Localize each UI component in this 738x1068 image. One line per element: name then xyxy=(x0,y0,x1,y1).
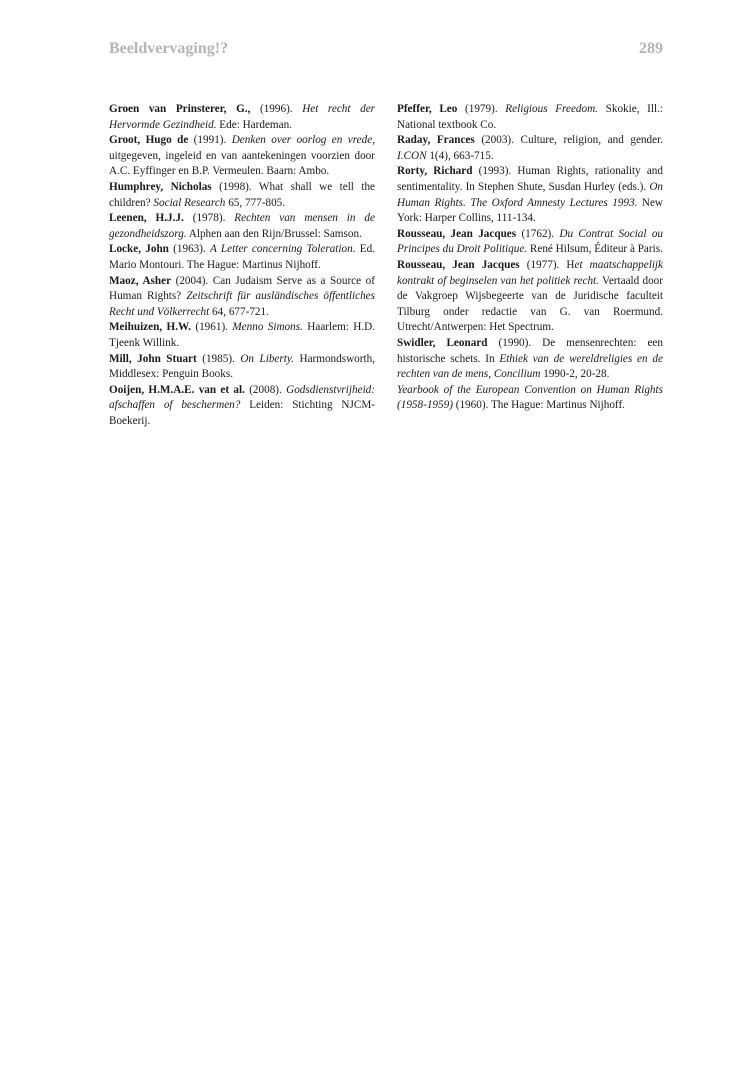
reference-entry xyxy=(397,164,663,226)
reference-details: Leiden: Stichting NJCM-Boekerij. xyxy=(109,399,375,427)
reference-details: René Hilsum, Éditeur à Paris. xyxy=(527,243,663,256)
reference-author: Rorty, Richard xyxy=(397,165,473,178)
reference-year: (1979). xyxy=(457,103,506,115)
reference-title: A Letter concerning Toleration. xyxy=(210,243,356,256)
reference-title: Social Research xyxy=(153,196,226,209)
reference-title: On Liberty. xyxy=(240,352,294,365)
reference-year: (2004). Can Judaism Serve as a Source of Human Rights? xyxy=(109,274,375,303)
reference-year: (1963). xyxy=(168,243,211,256)
reference-title: Rechten van mensen in de gezondheidszorg. xyxy=(109,212,375,240)
reference-author: Leenen, H.J.J. xyxy=(109,212,184,225)
reference-year: (2008). xyxy=(244,383,287,396)
reference-details: New York: Harper Collins, 111-134. xyxy=(397,196,663,225)
reference-title: On Human Rights. The Oxford Amnesty Lectures 1993. xyxy=(397,180,663,209)
reference-details: 1(4), 663-715. xyxy=(426,149,494,162)
reference-author: Humphrey, Nicholas xyxy=(109,180,212,193)
reference-author: Pfeffer, Leo xyxy=(397,103,458,115)
reference-title: Het recht der Hervormde Gezindheid. xyxy=(109,103,376,131)
running-title: Beeldvervaging!? xyxy=(109,40,229,57)
reference-title: et maatschappelijk kontrakt of beginselen van het politiek recht. xyxy=(397,258,663,287)
reference-year: (1990). De mensenrechten: een historische schets. In xyxy=(397,336,663,365)
reference-entry xyxy=(109,383,375,430)
bibliography-left-column xyxy=(109,102,375,429)
reference-details: Haarlem: H.D. Tjeenk Willink. xyxy=(109,321,376,349)
bibliography-right-column xyxy=(397,102,663,414)
reference-entry xyxy=(109,320,375,351)
reference-details: (1960). The Hague: Martinus Nijhoff. xyxy=(452,399,625,412)
reference-entry xyxy=(397,383,663,414)
reference-title: I.CON xyxy=(397,149,427,162)
reference-author: Maoz, Asher xyxy=(109,274,172,287)
reference-year: (1991). xyxy=(188,134,232,147)
reference-title: Denken over oorlog en vrede, xyxy=(231,134,375,147)
reference-year: (1961). xyxy=(190,321,233,334)
reference-entry xyxy=(397,258,663,336)
reference-details: uitgegeven, ingeleid en van aantekeningen voorzien door A.C. Eyffinger en B.P. Vermeulen. Baarn: Ambo. xyxy=(109,149,375,178)
reference-year: (1985). xyxy=(196,352,241,365)
reference-details: Ed. Mario Montouri. The Hague: Martinus Nijhoff. xyxy=(109,243,375,271)
reference-entry xyxy=(397,133,663,164)
reference-entry xyxy=(397,102,663,133)
reference-year: (2003). Culture, religion, and gender. xyxy=(474,134,663,147)
reference-author: Mill, John Stuart xyxy=(109,352,197,365)
reference-year: (1993). Human Rights, rationality and sentimentality. In Stephen Shute, Susdan Hurley (eds.). xyxy=(397,165,663,193)
reference-details: Alphen aan den Rijn/Brussel: Samson. xyxy=(186,227,362,240)
reference-details: Ede: Hardeman. xyxy=(216,118,292,131)
reference-details: Harmondsworth, Middlesex: Penguin Books. xyxy=(109,352,375,381)
reference-entry xyxy=(109,274,375,321)
reference-entry xyxy=(109,211,375,242)
reference-author: Raday, Frances xyxy=(397,134,475,147)
running-header xyxy=(109,40,663,62)
reference-title: Yearbook of the European Convention on Human Rights (1958-1959) xyxy=(397,383,663,412)
reference-title: Menno Simons. xyxy=(232,321,303,334)
reference-author: Meihuizen, H.W. xyxy=(109,321,191,334)
reference-author: Locke, John xyxy=(109,243,169,256)
reference-title: Du Contrat Social ou Principes du Droit Politique. xyxy=(397,227,664,256)
reference-year: (1996). xyxy=(250,103,303,115)
reference-entry xyxy=(397,227,663,258)
reference-year: (1977). H xyxy=(519,258,575,271)
reference-author: Rousseau, Jean Jacques xyxy=(397,258,520,271)
reference-entry xyxy=(109,180,375,211)
reference-entry xyxy=(109,352,375,383)
reference-entry xyxy=(109,133,375,180)
reference-year: (1978). xyxy=(183,212,235,225)
reference-year: (1762). xyxy=(516,227,560,240)
page-number: 289 xyxy=(639,40,663,57)
reference-details: Skokie, Ill.: National textbook Co. xyxy=(397,103,664,131)
reference-author: Ooijen, H.M.A.E. van et al. xyxy=(109,383,245,396)
reference-details: 1990-2, 20-28. xyxy=(540,368,610,381)
reference-author: Rousseau, Jean Jacques xyxy=(397,227,517,240)
reference-title: Zeitschrift für ausländisches öffentliches Recht und Völkerrecht xyxy=(109,290,375,318)
reference-author: Groen van Prinsterer, G., xyxy=(109,103,251,115)
reference-title: Ethiek van de wereldreligies en de rechten van de mens, Concilium xyxy=(397,352,663,381)
reference-details: Vertaald door de Vakgroep Wijsbegeerte van de Juridische faculteit Tilburg onder redactie van G. van Roermund. Utrecht/Antwerpen: Het Spectrum. xyxy=(397,274,663,334)
reference-entry xyxy=(109,242,375,273)
reference-details: 64, 677-721. xyxy=(209,305,269,318)
reference-entry xyxy=(397,336,663,383)
reference-author: Swidler, Leonard xyxy=(397,336,488,349)
reference-title: Religious Freedom. xyxy=(505,103,598,115)
reference-details: 65, 777-805. xyxy=(225,196,286,209)
reference-year: (1998). What shall we tell the children? xyxy=(109,180,376,209)
reference-title: Godsdienstvrijheid: afschaffen of beschermen? xyxy=(109,383,375,412)
reference-entry xyxy=(109,102,375,133)
reference-author: Groot, Hugo de xyxy=(109,134,189,147)
